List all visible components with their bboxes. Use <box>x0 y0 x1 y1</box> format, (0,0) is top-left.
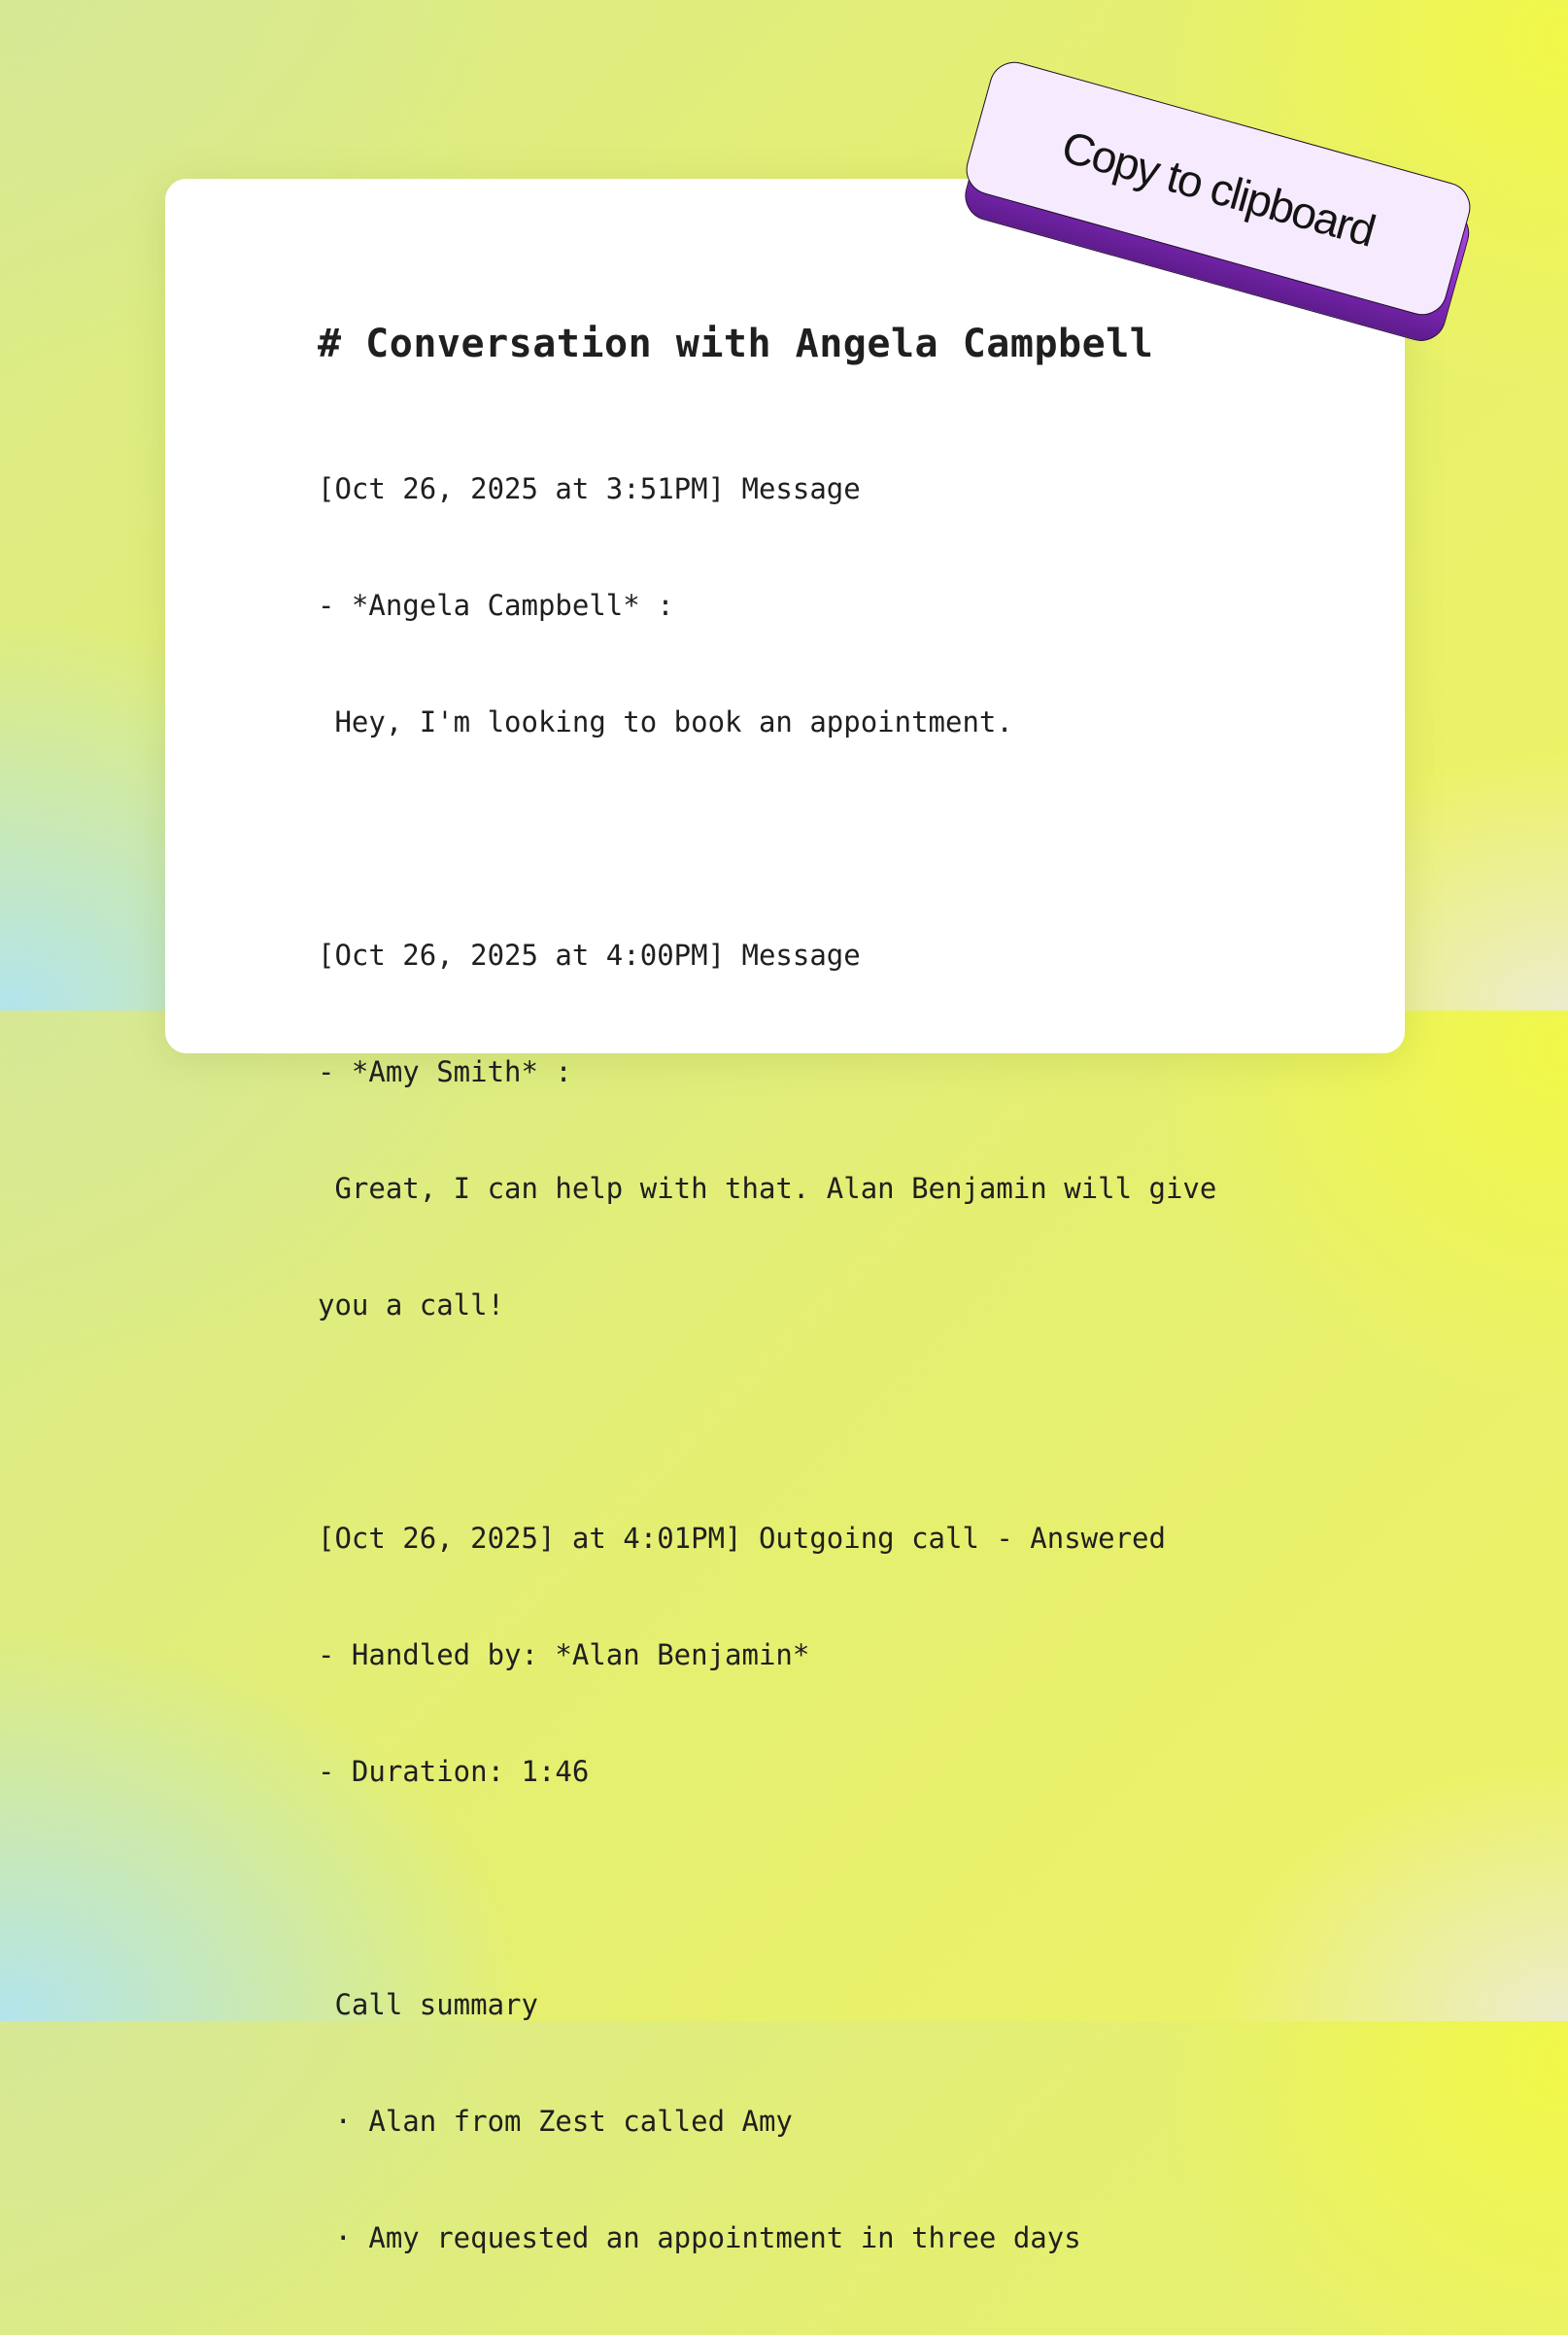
call-summary-heading: Call summary <box>318 1988 538 2021</box>
call-summary-item: · Amy requested an appointment in three days <box>318 2221 1081 2254</box>
message-text-continued: you a call! <box>318 1288 505 1322</box>
message-header: [Oct 26, 2025 at 4:00PM] Message <box>318 939 861 972</box>
blank-line <box>318 819 1367 858</box>
call-header: [Oct 26, 2025] at 4:01PM] Outgoing call - Answered <box>318 1522 1166 1555</box>
blank-line <box>318 1402 1367 1441</box>
message-sender: - *Angela Campbell* : <box>318 589 674 622</box>
conversation-card <box>165 179 1405 2254</box>
transcript-body <box>318 392 1367 2335</box>
call-handler: - Handled by: *Alan Benjamin* <box>318 1638 810 1671</box>
blank-line <box>318 1869 1367 1907</box>
conversation-title: # Conversation with Angela Campbell <box>318 322 1154 366</box>
copy-to-clipboard-label: Copy to clipboard <box>1056 120 1381 257</box>
call-summary-item: · Alan from Zest called Amy <box>318 2105 793 2138</box>
message-text: Hey, I'm looking to book an appointment. <box>318 705 1013 738</box>
call-duration: - Duration: 1:46 <box>318 1755 590 1788</box>
conversation-transcript <box>318 320 1367 2335</box>
message-header: [Oct 26, 2025 at 3:51PM] Message <box>318 472 861 505</box>
message-sender: - *Amy Smith* : <box>318 1055 572 1088</box>
message-text: Great, I can help with that. Alan Benjamin will give <box>318 1172 1217 1205</box>
